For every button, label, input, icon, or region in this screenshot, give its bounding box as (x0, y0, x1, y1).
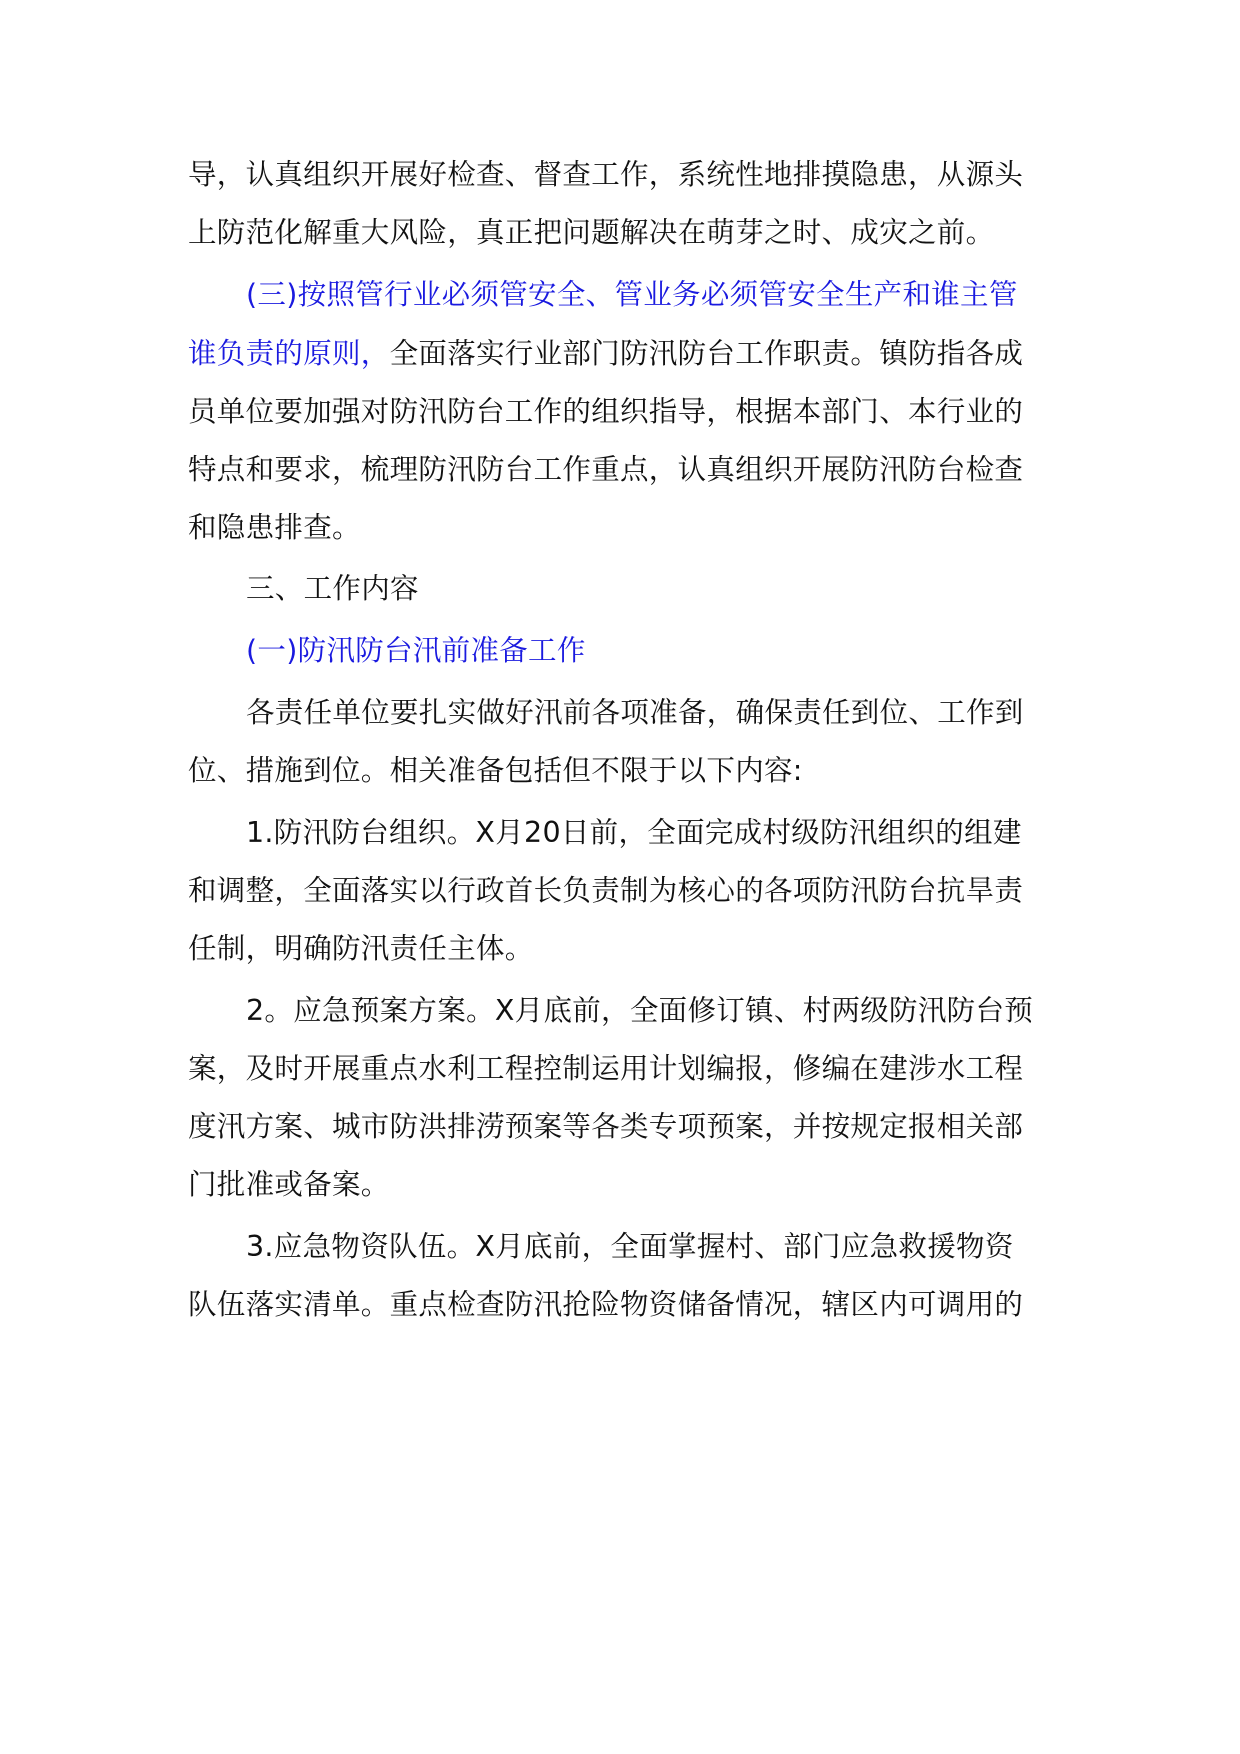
body-text: 特点和要求，梳理防汛防台工作重点，认真组织开展防汛防台检查 (188, 453, 1024, 486)
body-text: 导，认真组织开展好检查、督查工作，系统性地排摸隐患，从源头 (188, 158, 1024, 191)
text-line-3 (246, 275, 1018, 315)
section-heading (246, 569, 419, 609)
body-text: 1.防汛防台组织。X月20日前，全面完成村级防汛组织的组建 (246, 816, 1022, 849)
body-text: 和调整，全面落实以行政首长负责制为核心的各项防汛防台抗旱责 (188, 874, 1024, 907)
text-line-12 (246, 813, 1022, 853)
body-text: 全面落实行业部门防汛防台工作职责。镇防指各成 (389, 337, 1024, 370)
text-line-20 (188, 1285, 1023, 1325)
body-text: 和隐患排查。 (188, 511, 361, 544)
body-text: 上防范化解重大风险，真正把问题解决在萌芽之时、成灾之前。 (188, 216, 995, 249)
text-line-15 (246, 991, 1033, 1031)
text-line-6 (188, 450, 1023, 490)
text-line-18 (188, 1165, 390, 1205)
body-text: 案，及时开展重点水利工程控制运用计划编报，修编在建涉水工程 (188, 1052, 1024, 1085)
highlighted-heading-text: (三)按照管行业必须管安全、管业务必须管安全生产和谁主管 (246, 278, 1018, 311)
section-heading-text: 三、工作内容 (246, 572, 419, 605)
text-line-17 (188, 1107, 1023, 1147)
text-line-11 (188, 751, 803, 791)
text-line-4 (188, 334, 1023, 374)
body-text: 度汛方案、城市防洪排涝预案等各类专项预案，并按规定报相关部 (188, 1110, 1024, 1143)
body-text: 任制，明确防汛责任主体。 (188, 932, 534, 965)
text-line-7 (188, 508, 361, 548)
text-line-2 (188, 213, 994, 253)
body-text: 员单位要加强对防汛防台工作的组织指导，根据本部门、本行业的 (188, 395, 1024, 428)
text-line-10 (246, 693, 1024, 733)
body-text: 各责任单位要扎实做好汛前各项准备，确保责任到位、工作到 (246, 696, 1024, 729)
subsection-heading (246, 631, 586, 671)
highlighted-heading-text: (一)防汛防台汛前准备工作 (246, 634, 586, 667)
text-line-1 (188, 155, 1023, 195)
body-text: 队伍落实清单。重点检查防汛抢险物资储备情况，辖区内可调用的 (188, 1288, 1024, 1321)
body-text: 3.应急物资队伍。X月底前，全面掌握村、部门应急救援物资 (246, 1230, 1014, 1263)
body-text: 位、措施到位。相关准备包括但不限于以下内容: (188, 754, 803, 787)
text-line-19 (246, 1227, 1014, 1267)
text-line-16 (188, 1049, 1023, 1089)
body-text: 门批准或备案。 (188, 1168, 390, 1201)
body-text: 2。应急预案方案。X月底前，全面修订镇、村两级防汛防台预 (246, 994, 1034, 1027)
text-line-14 (188, 929, 534, 969)
text-line-13 (188, 871, 1023, 911)
text-line-5 (188, 392, 1023, 432)
highlighted-heading-text: 谁负责的原则， (188, 337, 390, 370)
